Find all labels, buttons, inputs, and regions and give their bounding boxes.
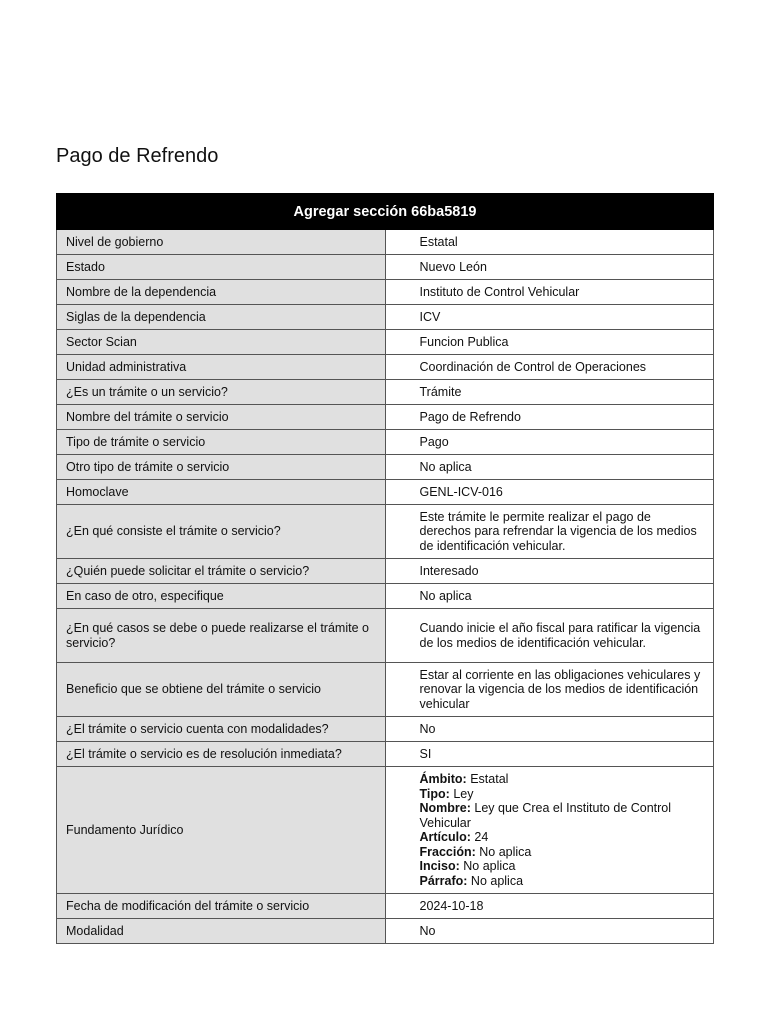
- fundamento-value-text: 24: [474, 830, 489, 844]
- table-row: [57, 355, 714, 380]
- table-row: [57, 280, 714, 305]
- fundamento-value-text: Ley: [453, 786, 474, 801]
- row-label: Unidad administrativa: [57, 355, 386, 380]
- fundamento-key: Inciso:: [419, 859, 460, 873]
- fundamento-value-text: No aplica: [479, 844, 532, 859]
- row-value: No: [385, 717, 714, 742]
- fundamento-value-text: Ley que Crea el Instituto de Control Vehicular: [419, 801, 672, 830]
- row-label: Modalidad: [57, 919, 386, 944]
- row-value: Coordinación de Control de Operaciones: [385, 355, 714, 380]
- table-row: [57, 455, 714, 480]
- row-label: Homoclave: [57, 480, 386, 505]
- row-value: Nuevo León: [385, 255, 714, 280]
- table-header: Agregar sección 66ba5819: [57, 194, 714, 230]
- row-label: Otro tipo de trámite o servicio: [57, 455, 386, 480]
- fundamento-value-text: Estatal: [470, 772, 509, 786]
- row-label: ¿En qué consiste el trámite o servicio?: [57, 505, 386, 559]
- row-value: No: [385, 919, 714, 944]
- row-value: SI: [385, 742, 714, 767]
- fundamento-key: Nombre:: [419, 801, 471, 815]
- row-label: Nombre del trámite o servicio: [57, 405, 386, 430]
- table-row: [57, 405, 714, 430]
- row-label: Beneficio que se obtiene del trámite o servicio: [57, 663, 386, 717]
- table-row: [57, 380, 714, 405]
- row-label: ¿En qué casos se debe o puede realizarse el trámite o servicio?: [57, 609, 386, 663]
- table-row: [57, 255, 714, 280]
- row-label: ¿El trámite o servicio cuenta con modalidades?: [57, 717, 386, 742]
- row-value: Estatal: [385, 230, 714, 255]
- row-value: No aplica: [385, 455, 714, 480]
- table-row: [57, 430, 714, 455]
- fundamento-line: [420, 859, 706, 874]
- row-label: Sector Scian: [57, 330, 386, 355]
- row-value: Trámite: [385, 380, 714, 405]
- row-label: Estado: [57, 255, 386, 280]
- row-label: Tipo de trámite o servicio: [57, 430, 386, 455]
- fundamento-key: Tipo:: [419, 786, 450, 801]
- row-value: Este trámite le permite realizar el pago de derechos para refrendar la vigencia de los medios de identificación vehicular.: [385, 505, 714, 559]
- row-value: No aplica: [385, 584, 714, 609]
- fundamento-line: [420, 787, 706, 802]
- table-row: [57, 742, 714, 767]
- table-header-row: [57, 194, 714, 230]
- fundamento-line: [420, 830, 706, 845]
- table-row: [57, 584, 714, 609]
- table-row: [57, 919, 714, 944]
- fundamento-key: Artículo:: [419, 830, 471, 844]
- table-row: [57, 480, 714, 505]
- fundamento-line: [420, 801, 706, 830]
- row-label: Fundamento Jurídico: [57, 767, 386, 894]
- row-label: Nombre de la dependencia: [57, 280, 386, 305]
- fundamento-line: [420, 845, 706, 860]
- row-label: Fecha de modificación del trámite o servicio: [57, 894, 386, 919]
- row-label: Nivel de gobierno: [57, 230, 386, 255]
- row-value: Interesado: [385, 559, 714, 584]
- table-row: [57, 230, 714, 255]
- row-value: ICV: [385, 305, 714, 330]
- fundamento-line: [420, 772, 706, 787]
- row-label: ¿Quién puede solicitar el trámite o servicio?: [57, 559, 386, 584]
- row-label: ¿Es un trámite o un servicio?: [57, 380, 386, 405]
- procedure-table: [56, 193, 714, 944]
- row-label: Siglas de la dependencia: [57, 305, 386, 330]
- fundamento-line: [420, 874, 706, 889]
- row-value: Pago de Refrendo: [385, 405, 714, 430]
- table-row: [57, 609, 714, 663]
- table-row: [57, 894, 714, 919]
- row-label: ¿El trámite o servicio es de resolución inmediata?: [57, 742, 386, 767]
- fundamento-key: Párrafo:: [419, 873, 468, 888]
- table-row: [57, 767, 714, 894]
- row-value: Instituto de Control Vehicular: [385, 280, 714, 305]
- table-row: [57, 663, 714, 717]
- row-value: 2024-10-18: [385, 894, 714, 919]
- fundamento-value: [385, 767, 714, 894]
- page-title: Pago de Refrendo: [56, 145, 219, 167]
- row-value: Pago: [385, 430, 714, 455]
- fundamento-value-text: No aplica: [463, 859, 516, 873]
- table-row: [57, 717, 714, 742]
- table-row: [57, 305, 714, 330]
- table-row: [57, 505, 714, 559]
- table-row: [57, 330, 714, 355]
- fundamento-key: Ámbito:: [419, 772, 467, 786]
- row-value: Funcion Publica: [385, 330, 714, 355]
- fundamento-key: Fracción:: [419, 844, 476, 859]
- fundamento-value-text: No aplica: [470, 873, 524, 888]
- row-value: Cuando inicie el año fiscal para ratificar la vigencia de los medios de identificación vehicular.: [385, 609, 714, 663]
- table-row: [57, 559, 714, 584]
- row-value: Estar al corriente en las obligaciones vehiculares y renovar la vigencia de los medios de identificación vehicular: [385, 663, 714, 717]
- row-label: En caso de otro, especifique: [57, 584, 386, 609]
- row-value: GENL-ICV-016: [385, 480, 714, 505]
